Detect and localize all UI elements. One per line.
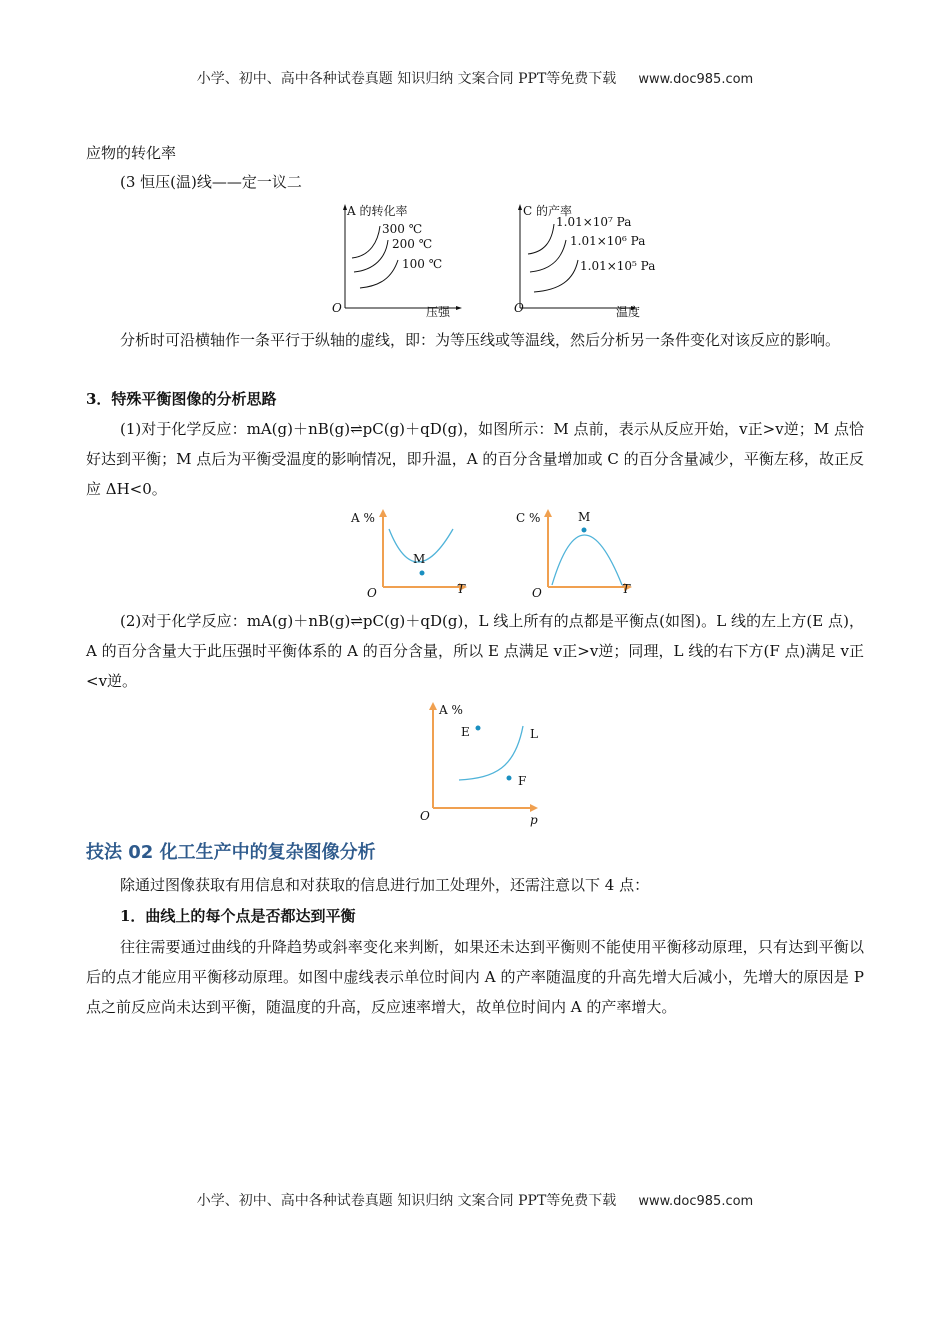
- axes: [383, 513, 463, 587]
- point-label: F: [518, 774, 527, 788]
- paragraph: (3 恒压(温)线——定一议二: [120, 173, 302, 191]
- header-url[interactable]: www.doc985.com: [638, 72, 754, 87]
- axis-arrows: [379, 509, 467, 591]
- figure-yield-vs-temperature: [510, 200, 680, 320]
- curve-label: 100 ℃: [402, 257, 443, 271]
- paragraph: 分析时可沿横轴作一条平行于纵轴的虚线，即：为等压线或等温线，然后分析另一条件变化对该反应的影响。: [120, 331, 841, 349]
- footer-text: 小学、初中、高中各种试卷真题 知识归纳 文案合同 PPT等免费下载: [196, 1193, 617, 1209]
- figure-conversion-vs-pressure: [330, 200, 490, 320]
- x-axis-label: p: [530, 813, 538, 827]
- curve-label: 1.01×10⁷ Pa: [556, 215, 632, 229]
- y-axis-label: A 的转化率: [347, 204, 408, 218]
- section-title: 1．曲线上的每个点是否都达到平衡: [120, 907, 356, 925]
- figure-A-percent-vs-p: [415, 698, 555, 828]
- curve-label: 1.01×10⁵ Pa: [580, 259, 656, 273]
- origin-label: O: [514, 301, 524, 315]
- paragraph: 往往需要通过曲线的升降趋势或斜率变化来判断，如果还未达到平衡则不能使用平衡移动原理，只有达到平衡以后的点才能应用平衡移动原理。如图中虚线表示单位时间内 A 的产率随温度的升高先增大后减小，先增大的原因是 P 点之前反应尚未达到平衡，随温度的升高，反应速率增大，故单位时间内 A 的产率增大。: [86, 938, 864, 1016]
- page-footer: [0, 1190, 950, 1210]
- point-e: [476, 726, 481, 731]
- curve-label: 300 ℃: [382, 222, 423, 236]
- x-axis-label: 温度: [616, 305, 641, 319]
- page-header: [0, 68, 950, 88]
- header-text: 小学、初中、高中各种试卷真题 知识归纳 文案合同 PPT等免费下载: [196, 71, 617, 87]
- point-label: M: [413, 552, 426, 566]
- footer-url[interactable]: www.doc985.com: [638, 1194, 754, 1209]
- axes: [433, 706, 533, 808]
- paragraph: 除通过图像获取有用信息和对获取的信息进行加工处理外，还需注意以下 4 点：: [120, 876, 650, 894]
- point-label: M: [578, 510, 591, 524]
- point-label: E: [461, 725, 470, 739]
- x-axis-label: T: [622, 582, 631, 596]
- paragraph: (1)对于化学反应：mA(g)＋nB(g)⇌pC(g)＋qD(g)，如图所示：M 点前，表示从反应开始，v正>v逆；M 点恰好达到平衡；M 点后为平衡受温度的影响情况，即升温，A 的百分含量增加或 C 的百分含量减少，平衡左移，故正反应 ΔH<0。: [86, 420, 864, 498]
- section-heading: 技法 02 化工生产中的复杂图像分析: [86, 842, 376, 863]
- x-axis-label: 压强: [426, 305, 451, 319]
- y-axis-label: A %: [351, 511, 375, 525]
- line-label: L: [530, 727, 538, 741]
- origin-label: O: [420, 809, 430, 823]
- paragraph: 应物的转化率: [86, 144, 177, 162]
- curve: [552, 535, 622, 585]
- axis-arrows: [429, 702, 538, 812]
- figure-C-percent-vs-T: [510, 505, 640, 600]
- y-axis-label: A %: [439, 703, 463, 717]
- axes: [548, 513, 628, 587]
- point-m: [420, 571, 425, 576]
- origin-label: O: [532, 586, 542, 600]
- figure-A-percent-vs-T: [345, 505, 475, 600]
- curve-label: 200 ℃: [392, 237, 433, 251]
- point-m: [582, 528, 587, 533]
- curve-label: 1.01×10⁶ Pa: [570, 234, 646, 248]
- y-axis-label: C %: [516, 511, 541, 525]
- x-axis-label: T: [457, 582, 466, 596]
- section-title: 3．特殊平衡图像的分析思路: [86, 390, 277, 408]
- origin-label: O: [367, 586, 377, 600]
- paragraph: (2)对于化学反应：mA(g)＋nB(g)⇌pC(g)＋qD(g)，L 线上所有的点都是平衡点(如图)。L 线的左上方(E 点)，A 的百分含量大于此压强时平衡体系的 A 的百分含量，所以 E 点满足 v正>v逆；同理，L 线的右下方(F 点)满足 v正<v逆。: [86, 612, 864, 690]
- y-axis-label: C 的产率: [523, 204, 572, 218]
- point-f: [507, 776, 512, 781]
- origin-label: O: [332, 301, 342, 315]
